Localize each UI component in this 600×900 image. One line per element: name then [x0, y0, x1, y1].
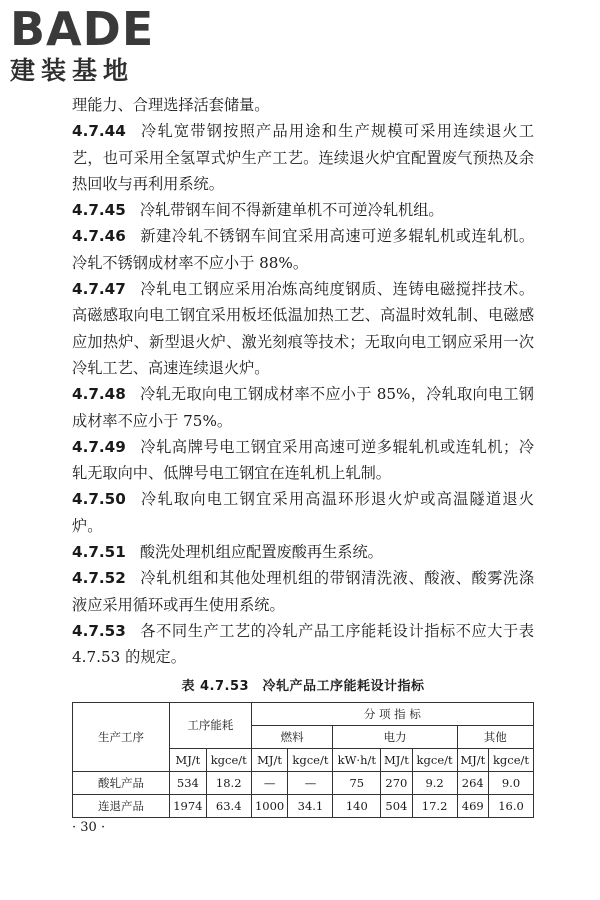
table-cell: 16.0: [488, 794, 533, 817]
clause-text: 冷轧带钢车间不得新建单机不可逆冷轧机组。: [139, 201, 444, 220]
clause-number: 4.7.47: [72, 280, 126, 299]
table-cell: 504: [381, 794, 412, 817]
header-items: 分 项 指 标: [251, 702, 533, 725]
clause-text: 酸洗处理机组应配置废酸再生系统。: [139, 543, 383, 562]
clause-4-7-49: [72, 434, 534, 487]
unit-cell: kgce/t: [488, 748, 533, 771]
header-power: 电力: [333, 725, 457, 748]
table-title: 表 4.7.53 冷轧产品工序能耗设计指标: [181, 678, 425, 694]
unit-cell: kgce/t: [206, 748, 251, 771]
table-row: [73, 794, 534, 817]
clause-text: 冷轧高牌号电工钢宜采用高速可逆多辊轧机或连轧机；冷轧无取向中、低牌号电工钢宜在连轧机上轧制。: [72, 437, 534, 483]
table-cell: —: [251, 771, 288, 794]
table-cell: 18.2: [206, 771, 251, 794]
logo-subtitle: 建装基地: [10, 56, 135, 85]
clause-4-7-47: [72, 276, 534, 381]
clause-4-7-53: [72, 618, 534, 671]
clause-number: 4.7.44: [72, 122, 126, 141]
clause-4-7-50: [72, 486, 534, 539]
table-cell: 34.1: [288, 794, 333, 817]
energy-table: [72, 702, 534, 818]
clause-number: 4.7.46: [72, 227, 126, 246]
clause-number: 4.7.49: [72, 437, 126, 456]
logo: [10, 2, 175, 86]
table-cell: 75: [333, 771, 381, 794]
clause-4-7-44: [72, 118, 534, 197]
table-cell: 469: [457, 794, 488, 817]
clause-4-7-46: [72, 223, 534, 276]
table-cell: 140: [333, 794, 381, 817]
table-cell: 63.4: [206, 794, 251, 817]
unit-cell: kgce/t: [288, 748, 333, 771]
table-cell: 9.0: [488, 771, 533, 794]
unit-cell: kgce/t: [412, 748, 457, 771]
table-cell: —: [288, 771, 333, 794]
clause-text: 新建冷轧不锈钢车间宜采用高速可逆多辊轧机或连轧机。冷轧不锈钢成材率不应小于 88%。: [72, 227, 534, 272]
clause-number: 4.7.52: [72, 569, 126, 588]
unit-cell: MJ/t: [251, 748, 288, 771]
continuation-text: 理能力、合理选择活套储量。: [72, 96, 270, 114]
header-other: 其他: [457, 725, 533, 748]
document-body: [72, 92, 534, 818]
clause-text: 冷轧电工钢应采用冶炼高纯度钢质、连铸电磁搅拌技术。高磁感取向电工钢宜采用板坯低温加热工艺、高温时效轧制、电磁感应加热炉、新型退火炉、激光刻痕等技术；无取向电工钢应采用一次冷轧工艺、高速连续退火炉。: [72, 280, 534, 377]
table-cell: 264: [457, 771, 488, 794]
header-process: 生产工序: [73, 702, 170, 771]
table-cell: 270: [381, 771, 412, 794]
clause-4-7-51: [72, 539, 534, 565]
header-fuel: 燃料: [251, 725, 333, 748]
table-cell: 1000: [251, 794, 288, 817]
logo-word: BADE: [10, 2, 155, 56]
clause-text: 冷轧宽带钢按照产品用途和生产规模可采用连续退火工艺，也可采用全氢罩式炉生产工艺。连续退火炉宜配置废气预热及余热回收与再利用系统。: [72, 122, 534, 193]
clause-4-7-52: [72, 565, 534, 618]
clause-4-7-48: [72, 381, 534, 434]
clause-text: 冷轧取向电工钢宜采用高温环形退火炉或高温隧道退火炉。: [72, 490, 534, 535]
row-label: 连退产品: [73, 794, 170, 817]
table-cell: 1974: [170, 794, 207, 817]
clause-number: 4.7.50: [72, 490, 126, 509]
clause-number: 4.7.53: [72, 621, 126, 640]
page-number: · 30 ·: [72, 820, 106, 835]
row-label: 酸轧产品: [73, 771, 170, 794]
unit-cell: MJ/t: [381, 748, 412, 771]
unit-cell: MJ/t: [457, 748, 488, 771]
clause-4-7-45: [72, 197, 534, 223]
clause-number: 4.7.45: [72, 201, 126, 220]
table-cell: 534: [170, 771, 207, 794]
table-row: [73, 771, 534, 794]
unit-cell: kW·h/t: [333, 748, 381, 771]
unit-cell: MJ/t: [170, 748, 207, 771]
table-cell: 9.2: [412, 771, 457, 794]
clause-text: 各不同生产工艺的冷轧产品工序能耗设计指标不应大于表 4.7.53 的规定。: [72, 621, 534, 667]
clause-text: 冷轧无取向电工钢成材率不应小于 85%，冷轧取向电工钢成材率不应小于 75%。: [72, 385, 534, 430]
header-energy: 工序能耗: [170, 702, 252, 748]
table-cell: 17.2: [412, 794, 457, 817]
clause-text: 冷轧机组和其他处理机组的带钢清洗液、酸液、酸雾洗涤液应采用循环或再生使用系统。: [72, 569, 534, 614]
clause-number: 4.7.48: [72, 385, 126, 404]
clause-number: 4.7.51: [72, 543, 126, 562]
